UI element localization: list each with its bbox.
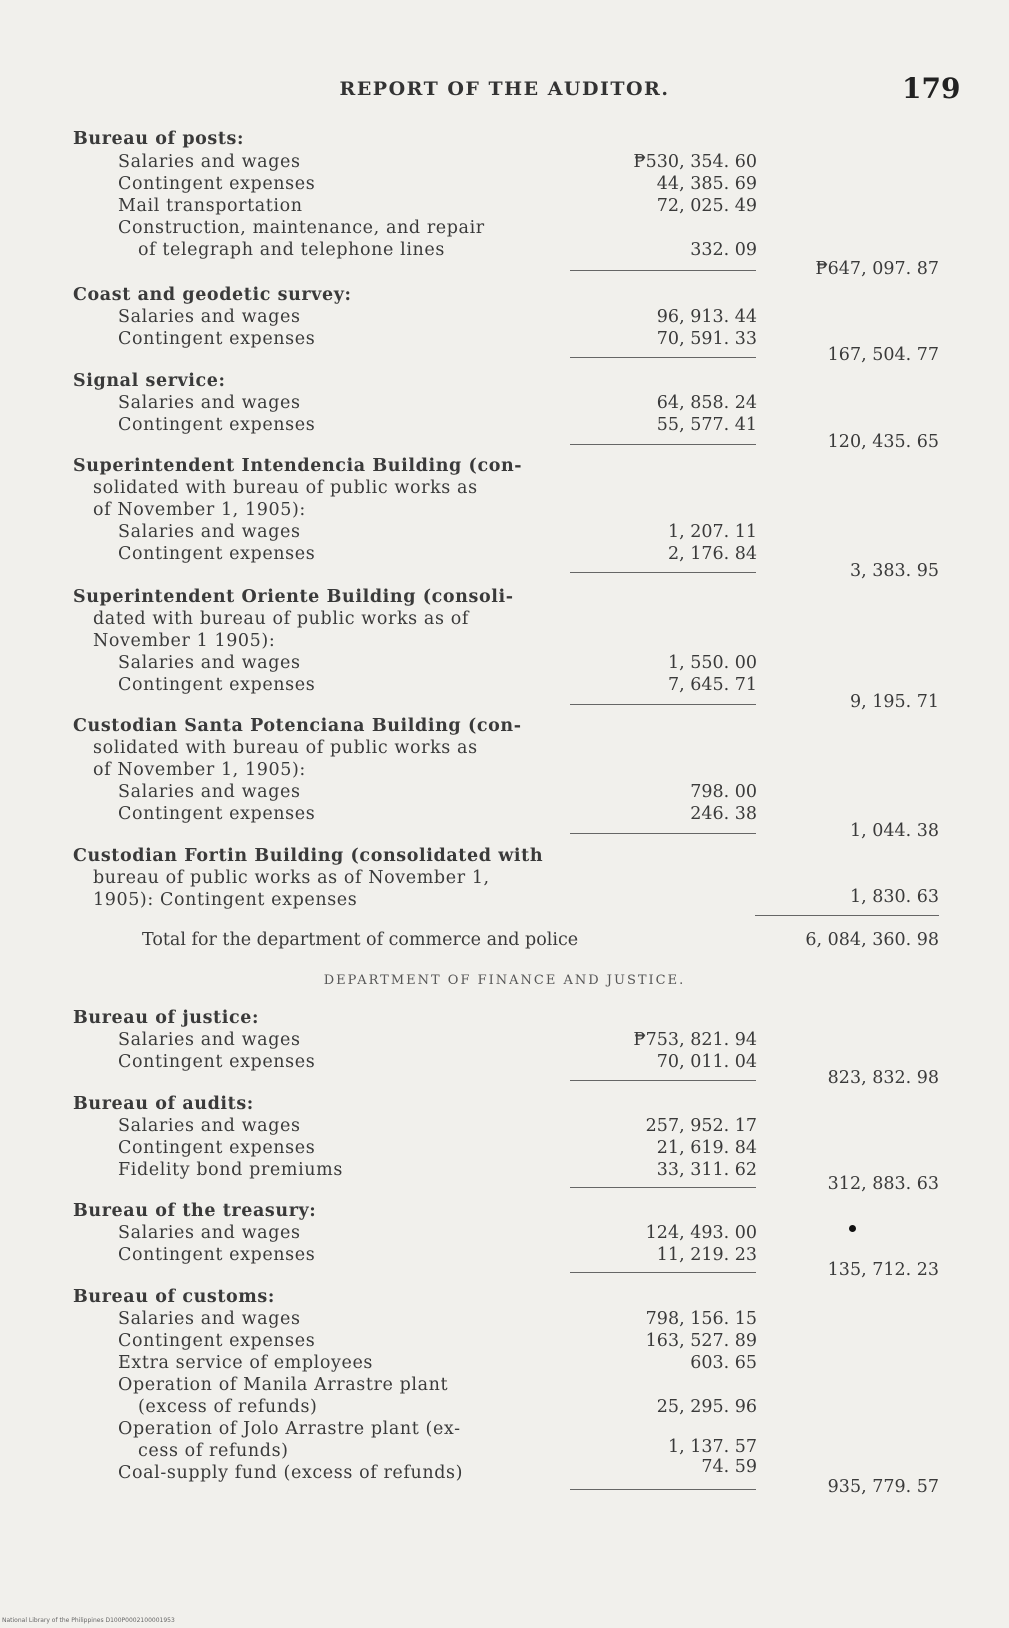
line-item-amount: 2, 176. 84	[667, 544, 757, 564]
total-rule	[755, 915, 939, 916]
section-heading: Custodian Fortin Building (consolidated with	[73, 846, 544, 866]
page-number: 179	[902, 72, 961, 105]
section-heading: Bureau of customs:	[73, 1287, 275, 1307]
scan-footer: National Library of the Philippines D100P0002100001953	[2, 1617, 175, 1624]
line-item-label: Salaries and wages	[118, 1309, 301, 1329]
section-heading-cont: solidated with bureau of public works as	[93, 738, 478, 758]
section-heading-cont: of November 1, 1905):	[93, 760, 306, 780]
line-item-amount: ₱753, 821. 94	[633, 1030, 757, 1050]
line-item-amount: 1, 207. 11	[667, 522, 757, 542]
line-item-label: Salaries and wages	[118, 522, 301, 542]
line-item-amount: 70, 011. 04	[656, 1052, 757, 1072]
line-item-label: Operation of Manila Arrastre plant	[118, 1375, 449, 1395]
line-item-label: Salaries and wages	[118, 1223, 301, 1243]
line-item-amount: 44, 385. 69	[656, 174, 757, 194]
line-item-amount: 1, 137. 57	[667, 1437, 757, 1457]
line-item-label: Salaries and wages	[118, 393, 301, 413]
line-item-amount: 1, 550. 00	[667, 653, 757, 673]
line-item-label-cont: (excess of refunds)	[138, 1397, 318, 1417]
section-heading: Signal service:	[73, 371, 226, 391]
line-item-amount: 74. 59	[701, 1457, 757, 1477]
line-item-amount: 163, 527. 89	[645, 1331, 757, 1351]
line-item-amount: 55, 577. 41	[656, 415, 757, 435]
section-heading-cont: bureau of public works as of November 1,	[93, 868, 490, 888]
section-heading-cont: dated with bureau of public works as of	[93, 609, 469, 629]
section-heading: Bureau of posts:	[73, 129, 245, 149]
line-item-label: Contingent expenses	[118, 174, 316, 194]
line-item-label: Extra service of employees	[118, 1353, 373, 1373]
line-item-label: Operation of Jolo Arrastre plant (ex-	[118, 1419, 461, 1439]
section-heading: Superintendent Intendencia Building (con-	[73, 456, 523, 476]
section-subtotal: 9, 195. 71	[849, 692, 939, 712]
line-item-amount: 96, 913. 44	[656, 307, 757, 327]
line-item-label: Contingent expenses	[118, 415, 316, 435]
section-subtotal: 167, 504. 77	[827, 345, 939, 365]
section-heading-cont: of November 1, 1905):	[93, 500, 306, 520]
section-subtotal: 1, 830. 63	[849, 887, 939, 907]
subtotal-rule	[570, 704, 756, 705]
subtotal-rule	[570, 1187, 756, 1188]
line-item-label-cont: of telegraph and telephone lines	[138, 240, 445, 260]
line-item-amount: 7, 645. 71	[667, 675, 757, 695]
section-heading: Superintendent Oriente Building (consoli-	[73, 587, 514, 607]
line-item-label: Contingent expenses	[118, 329, 316, 349]
department-heading: DEPARTMENT OF FINANCE AND JUSTICE.	[323, 973, 686, 988]
section-heading-cont: November 1 1905):	[93, 631, 276, 651]
line-item-label: Salaries and wages	[118, 1116, 301, 1136]
line-item-amount: 64, 858. 24	[656, 393, 757, 413]
department-total-label: Total for the department of commerce and police	[142, 930, 579, 950]
subtotal-rule	[570, 572, 756, 573]
section-heading-cont: 1905): Contingent expenses	[93, 890, 358, 910]
line-item-amount: 332. 09	[690, 240, 757, 260]
subtotal-rule	[570, 270, 756, 271]
line-item-amount: 70, 591. 33	[656, 329, 757, 349]
line-item-label: Contingent expenses	[118, 544, 316, 564]
section-subtotal: ₱647, 097. 87	[815, 259, 939, 279]
line-item-label: Coal-supply fund (excess of refunds)	[118, 1463, 464, 1483]
line-item-amount: 798, 156. 15	[645, 1309, 757, 1329]
line-item-amount: 603. 65	[690, 1353, 757, 1373]
section-subtotal: 312, 883. 63	[827, 1174, 939, 1194]
line-item-label: Salaries and wages	[118, 152, 301, 172]
line-item-label: Salaries and wages	[118, 1030, 301, 1050]
line-item-label: Contingent expenses	[118, 675, 316, 695]
section-heading: Bureau of audits:	[73, 1094, 254, 1114]
line-item-label: Contingent expenses	[118, 1245, 316, 1265]
subtotal-rule	[570, 833, 756, 834]
line-item-amount: 257, 952. 17	[645, 1116, 757, 1136]
line-item-label: Salaries and wages	[118, 653, 301, 673]
line-item-amount: 246. 38	[690, 804, 757, 824]
line-item-amount: 25, 295. 96	[656, 1397, 757, 1417]
line-item-label: Mail transportation	[118, 196, 303, 216]
line-item-amount: ₱530, 354. 60	[633, 152, 757, 172]
section-subtotal: 935, 779. 57	[827, 1477, 939, 1497]
subtotal-rule	[570, 444, 756, 445]
line-item-amount: 33, 311. 62	[656, 1160, 757, 1180]
line-item-amount: 798. 00	[690, 782, 757, 802]
line-item-label: Construction, maintenance, and repair	[118, 218, 485, 238]
section-subtotal: 1, 044. 38	[849, 821, 939, 841]
section-subtotal: 3, 383. 95	[849, 561, 939, 581]
section-heading-cont: solidated with bureau of public works as	[93, 478, 478, 498]
line-item-label: Salaries and wages	[118, 782, 301, 802]
line-item-amount: 21, 619. 84	[656, 1138, 757, 1158]
section-subtotal: 823, 832. 98	[827, 1068, 939, 1088]
department-total-amount: 6, 084, 360. 98	[805, 930, 939, 950]
line-item-label: Contingent expenses	[118, 1052, 316, 1072]
section-heading: Bureau of justice:	[73, 1008, 260, 1028]
section-heading: Bureau of the treasury:	[73, 1201, 317, 1221]
line-item-amount: 11, 219. 23	[656, 1245, 757, 1265]
subtotal-rule	[570, 1489, 756, 1490]
section-subtotal: 120, 435. 65	[827, 432, 939, 452]
line-item-amount: 124, 493. 00	[645, 1223, 757, 1243]
line-item-label: Contingent expenses	[118, 1138, 316, 1158]
subtotal-rule	[570, 1272, 756, 1273]
line-item-label: Salaries and wages	[118, 307, 301, 327]
line-item-label: Fidelity bond premiums	[118, 1160, 343, 1180]
line-item-label-cont: cess of refunds)	[138, 1441, 289, 1461]
subtotal-rule	[570, 1080, 756, 1081]
section-heading: Coast and geodetic survey:	[73, 285, 352, 305]
line-item-label: Contingent expenses	[118, 804, 316, 824]
section-heading: Custodian Santa Potenciana Building (con-	[73, 716, 522, 736]
line-item-amount: 72, 025. 49	[656, 196, 757, 216]
ink-blot	[849, 1225, 856, 1232]
page-title: REPORT OF THE AUDITOR.	[339, 78, 670, 100]
subtotal-rule	[570, 357, 756, 358]
line-item-label: Contingent expenses	[118, 1331, 316, 1351]
section-subtotal: 135, 712. 23	[827, 1260, 939, 1280]
